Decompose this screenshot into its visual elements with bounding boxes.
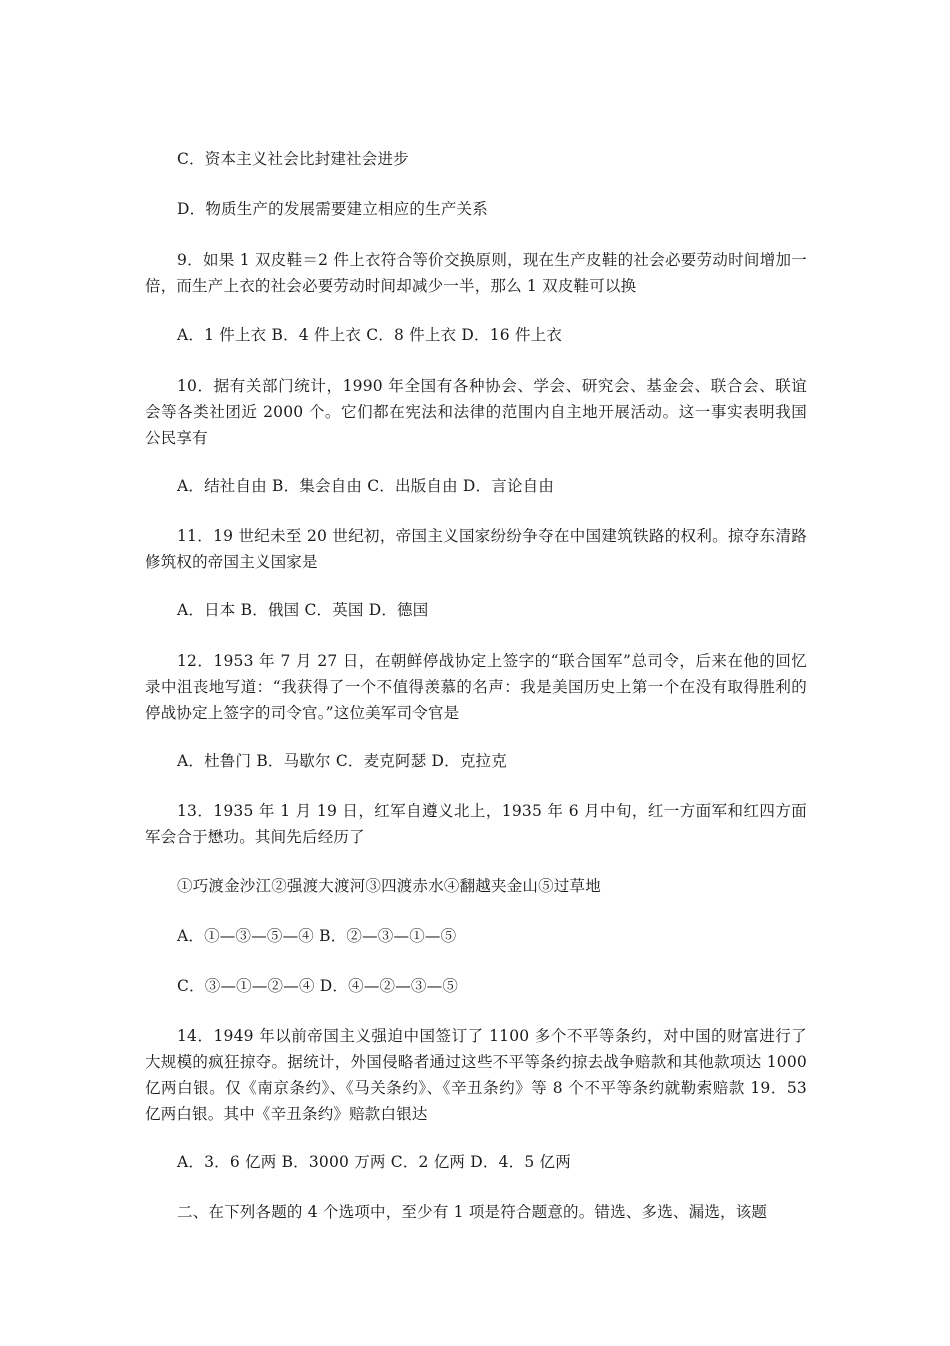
question-14: 14．1949 年以前帝国主义强迫中国签订了 1100 多个不平等条约，对中国的财富进行了大规模的疯狂掠夺。据统计，外国侵略者通过这些不平等条约掠去战争赔款和其他款项达 1000 亿两白银。仅《南京条约》、《马关条约》、《辛丑条约》等 8 个不平等条约就勒索赔款 19．53 亿两白银。其中《辛丑条约》赔款白银达 [145, 1027, 807, 1123]
question-11-options: A．日本 B．俄国 C．英国 D．德国 [177, 601, 429, 619]
question-9-options: A．1 件上衣 B．4 件上衣 C．8 件上衣 D．16 件上衣 [177, 326, 563, 344]
option-c-paragraph: C．资本主义社会比封建社会进步 [177, 150, 409, 168]
question-13-options-cd: C．③—①—②—④ D．④—②—③—⑤ [177, 977, 459, 995]
question-14-options: A．3．6 亿两 B．3000 万两 C．2 亿两 D．4．5 亿两 [177, 1153, 571, 1171]
section-two-heading: 二、在下列各题的 4 个选项中，至少有 1 项是符合题意的。错选、多选、漏选，该题 [177, 1203, 768, 1221]
question-12-options: A．杜鲁门 B．马歇尔 C．麦克阿瑟 D．克拉克 [177, 752, 507, 770]
question-9: 9．如果 1 双皮鞋＝2 件上衣符合等价交换原则，现在生产皮鞋的社会必要劳动时间增加一倍，而生产上衣的社会必要劳动时间却减少一半，那么 1 双皮鞋可以换 [145, 251, 807, 295]
question-13: 13．1935 年 1 月 19 日，红军自遵义北上，1935 年 6 月中旬，红一方面军和红四方面军会合于懋功。其间先后经历了 [145, 802, 807, 846]
question-13-items: ①巧渡金沙江②强渡大渡河③四渡赤水④翻越夹金山⑤过草地 [177, 877, 601, 895]
question-11: 11．19 世纪未至 20 世纪初，帝国主义国家纷纷争夺在中国建筑铁路的权利。掠夺东清路修筑权的帝国主义国家是 [145, 527, 807, 571]
option-d-paragraph: D．物质生产的发展需要建立相应的生产关系 [177, 200, 488, 218]
question-10: 10．据有关部门统计，1990 年全国有各种协会、学会、研究会、基金会、联合会、联谊会等各类社团近 2000 个。它们都在宪法和法律的范围内自主地开展活动。这一事实表明我国公民享有 [145, 377, 807, 447]
question-10-options: A．结社自由 B．集会自由 C．出版自由 D．言论自由 [177, 477, 555, 495]
question-13-options-ab: A．①—③—⑤—④ B．②—③—①—⑤ [177, 927, 457, 945]
question-12: 12．1953 年 7 月 27 日，在朝鲜停战协定上签字的“联合国军”总司令，后来在他的回忆录中沮丧地写道：“我获得了一个不值得羡慕的名声：我是美国历史上第一个在没有取得胜利的停战协定上签字的司令官。”这位美军司令官是 [145, 652, 807, 722]
